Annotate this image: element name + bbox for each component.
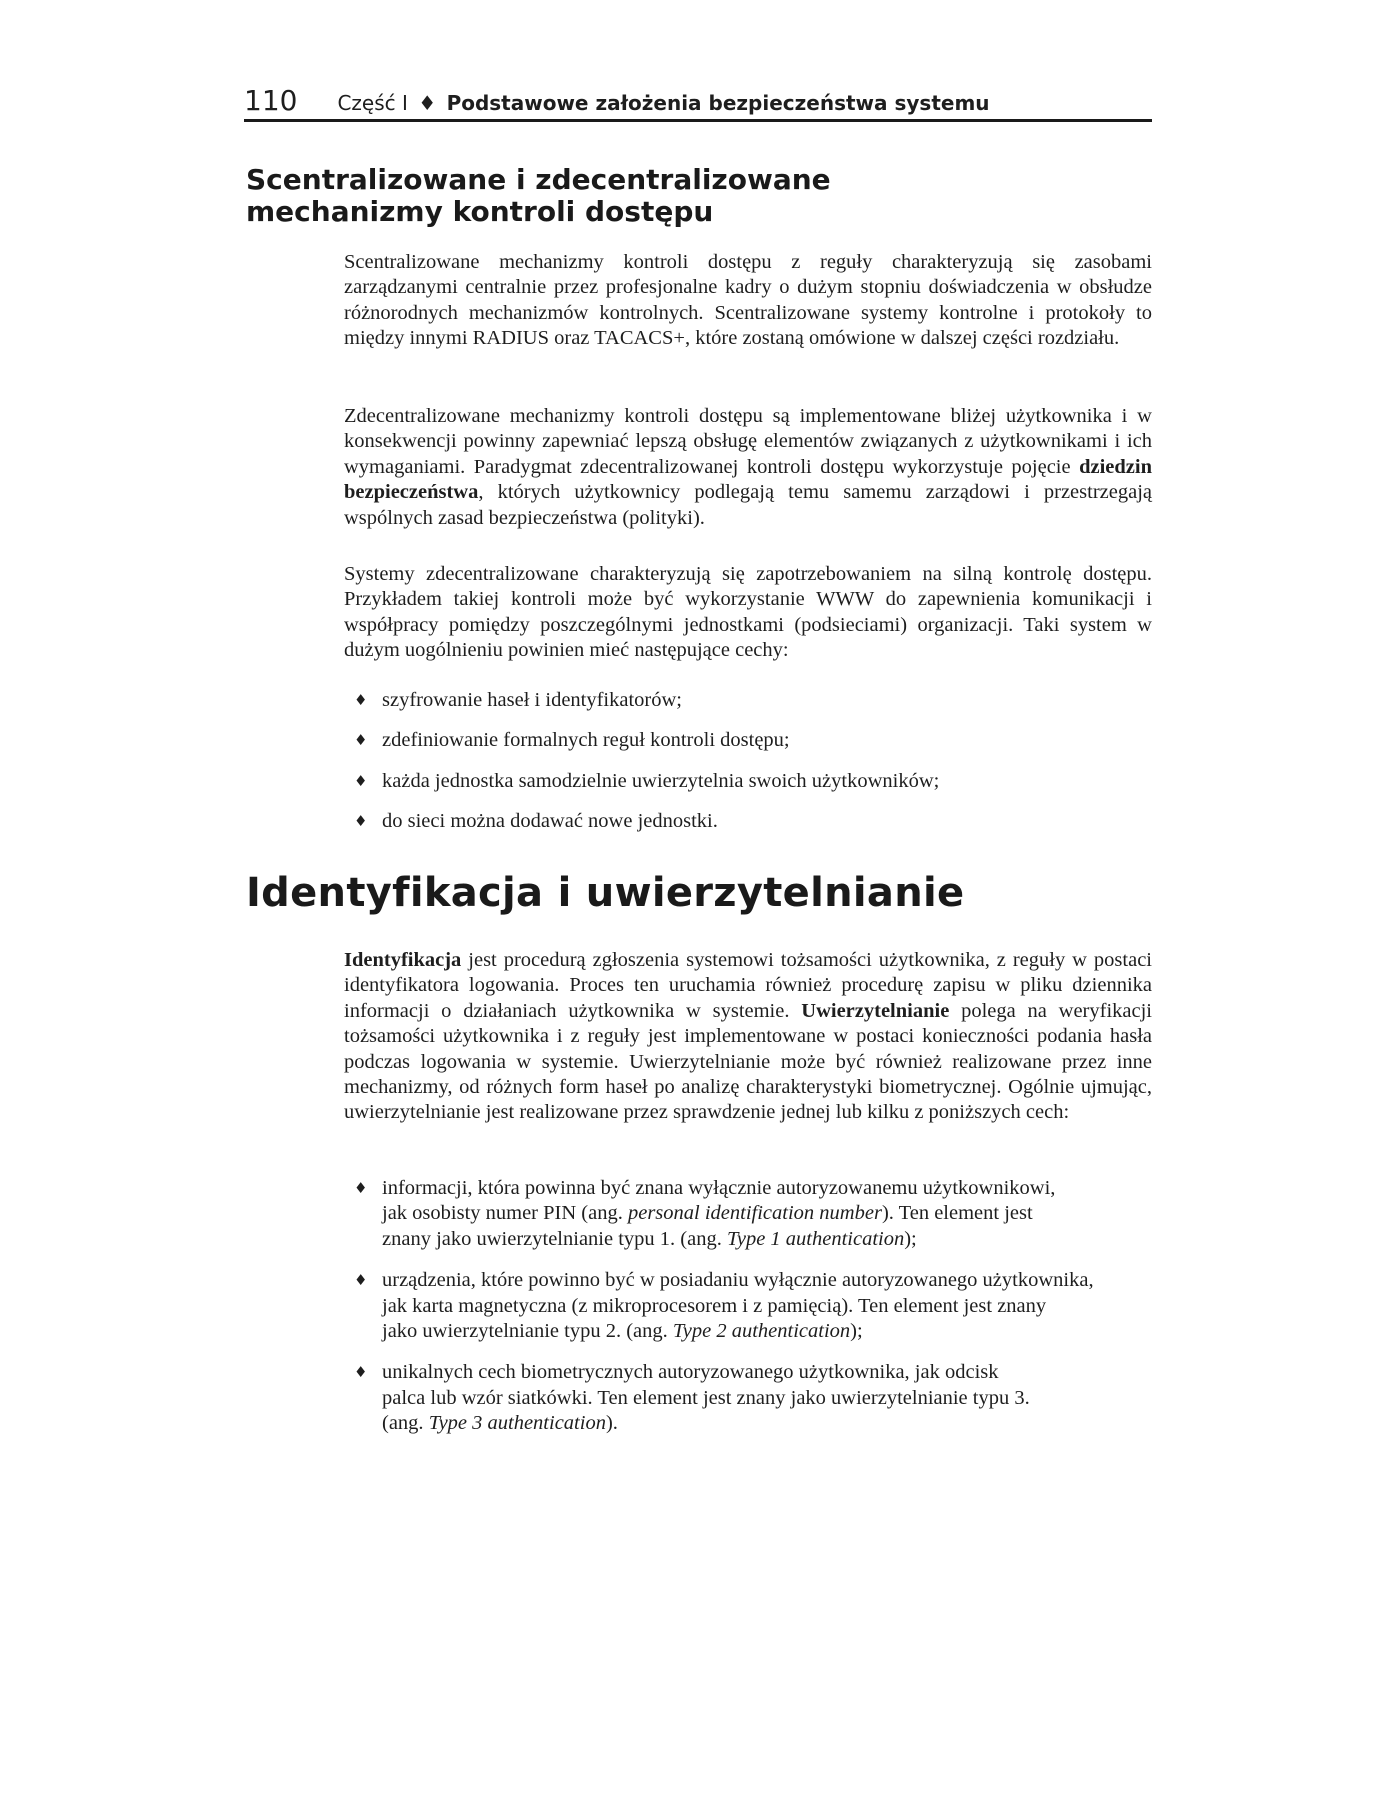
list-item-text: szyfrowanie haseł i identyfikatorów; <box>382 689 683 711</box>
paragraph-text: polega na weryfikacji tożsamości użytkownika i z reguły jest implementowane w postaci konieczności podania hasła podczas logowania w systemie. Uwierzytelnianie może być również realizowane przez inne mechanizmy, od różnych form haseł po analizę charakterystyki biometrycznej. Ogólnie ujmując, uwierzytelnianie jest realizowane przez sprawdzenie jednej lub kilku z poniższych cech: <box>344 999 1152 1124</box>
list-item-text: zdefiniowanie formalnych reguł kontroli dostępu; <box>382 729 790 752</box>
diamond-bullet-icon: ♦ <box>354 1271 368 1290</box>
list-item <box>344 1268 1152 1344</box>
section-heading-identification: Identyfikacja i uwierzytelnianie <box>246 870 965 916</box>
list-item-text: palca lub wzór siatkówki. Ten element jest znany jako uwierzytelnianie typu 3. <box>382 1386 1030 1409</box>
list-item-italic: Type 2 authentication <box>672 1320 851 1343</box>
paragraph-decentralized-systems: Systemy zdecentralizowane charakteryzują się zapotrzebowaniem na silną kontrolę dostępu. Przykładem takiej kontroli może być wykorzystanie WWW do zapewnienia komunikacji i współpracy pomiędzy poszczególnymi jednostkami (podsieciami) organizacji. Taki system w dużym uogólnieniu powinien mieć następujące cechy: <box>344 563 1152 662</box>
paragraph-text: Zdecentralizowane mechanizmy kontroli dostępu są implementowane bliżej użytkownika i w konsekwencji powinny zapewniać lepszą obsługę elementów związanych z użytkownikami i ich wymaganiami. Paradygmat zdecentralizowanej kontroli dostępu wykorzystuje pojęcie <box>344 405 1152 478</box>
diamond-separator-icon: ♦ <box>418 91 437 115</box>
list-item-text: jako uwierzytelnianie typu 2. (ang. <box>382 1320 673 1343</box>
list-item-italic: Type 1 authentication <box>726 1227 905 1250</box>
running-head-title: Podstawowe założenia bezpieczeństwa systemu <box>446 91 990 115</box>
diamond-bullet-icon: ♦ <box>354 1363 368 1382</box>
list-item <box>344 1360 1152 1436</box>
list-item-text: urządzenia, które powinno być w posiadaniu wyłącznie autoryzowanego użytkownika, <box>382 1269 1094 1292</box>
running-head <box>337 93 989 115</box>
list-item-text: ). <box>605 1412 618 1435</box>
section-heading-centralized <box>246 164 1146 228</box>
page-header <box>244 86 1152 122</box>
term-authentication: Uwierzytelnianie <box>801 999 950 1022</box>
list-item-text: ). Ten element jest <box>881 1202 1033 1225</box>
paragraph-text: , których użytkownicy podlegają temu samemu zarządowi i przestrzegają wspólnych zasad bezpieczeństwa (polityki). <box>344 481 1152 529</box>
list-item-text: ); <box>904 1227 917 1250</box>
diamond-bullet-icon: ♦ <box>354 731 368 750</box>
list-item <box>344 1176 1152 1252</box>
list-item <box>344 688 1152 713</box>
list-item-text: do sieci można dodawać nowe jednostki. <box>382 810 718 833</box>
paragraph-decentralized <box>344 404 1152 531</box>
diamond-bullet-icon: ♦ <box>354 771 368 790</box>
list-item-text: (ang. <box>382 1412 429 1435</box>
list-item-italic: Type 3 authentication <box>428 1412 606 1435</box>
feature-list <box>344 688 1152 835</box>
running-head-part: Część I <box>337 91 408 115</box>
section-heading-line2: mechanizmy kontroli dostępu <box>246 195 714 228</box>
authentication-factors-list <box>344 1176 1152 1437</box>
diamond-bullet-icon: ♦ <box>354 691 368 709</box>
list-item-italic: personal identification number <box>627 1202 882 1225</box>
diamond-bullet-icon: ♦ <box>354 1179 368 1197</box>
list-item <box>344 769 1152 794</box>
list-item-text: jak osobisty numer PIN (ang. <box>382 1202 628 1225</box>
list-item <box>344 728 1152 753</box>
section-heading-line1: Scentralizowane i zdecentralizowane <box>246 163 831 196</box>
list-item-text: znany jako uwierzytelnianie typu 1. (ang. <box>382 1227 727 1250</box>
list-item <box>344 809 1152 834</box>
page-number: 110 <box>244 84 298 117</box>
list-item-text: ); <box>850 1320 863 1343</box>
paragraph-identification <box>344 948 1152 1126</box>
list-item-text: unikalnych cech biometrycznych autoryzowanego użytkownika, jak odcisk <box>382 1361 999 1384</box>
diamond-bullet-icon: ♦ <box>354 812 368 831</box>
list-item-text: informacji, która powinna być znana wyłącznie autoryzowanemu użytkownikowi, <box>382 1177 1056 1199</box>
paragraph-text: jest procedurą zgłoszenia systemowi tożsamości użytkownika, z reguły w postaci identyfikatora logowania. Proces ten uruchamia również procedurę zapisu w pliku dziennika informacji o działaniach użytkownika w systemie. <box>344 949 1152 1022</box>
list-item-text: każda jednostka samodzielnie uwierzytelnia swoich użytkowników; <box>382 769 940 792</box>
paragraph-centralized: Scentralizowane mechanizmy kontroli dostępu z reguły charakteryzują się zasobami zarządzanymi centralnie przez profesjonalne kadry o dużym stopniu doświadczenia w obsłudze różnorodnych mechanizmów kontrolnych. Scentralizowane systemy kontrolne i protokoły to między innymi RADIUS oraz TACACS+, które zostaną omówione w dalszej części rozdziału. <box>344 251 1152 350</box>
term-identification: Identyfikacja <box>344 949 462 971</box>
term-security-domains: dziedzin bezpieczeństwa <box>344 455 1152 504</box>
list-item-text: jak karta magnetyczna (z mikroprocesorem i z pamięcią). Ten element jest znany <box>382 1294 1047 1317</box>
